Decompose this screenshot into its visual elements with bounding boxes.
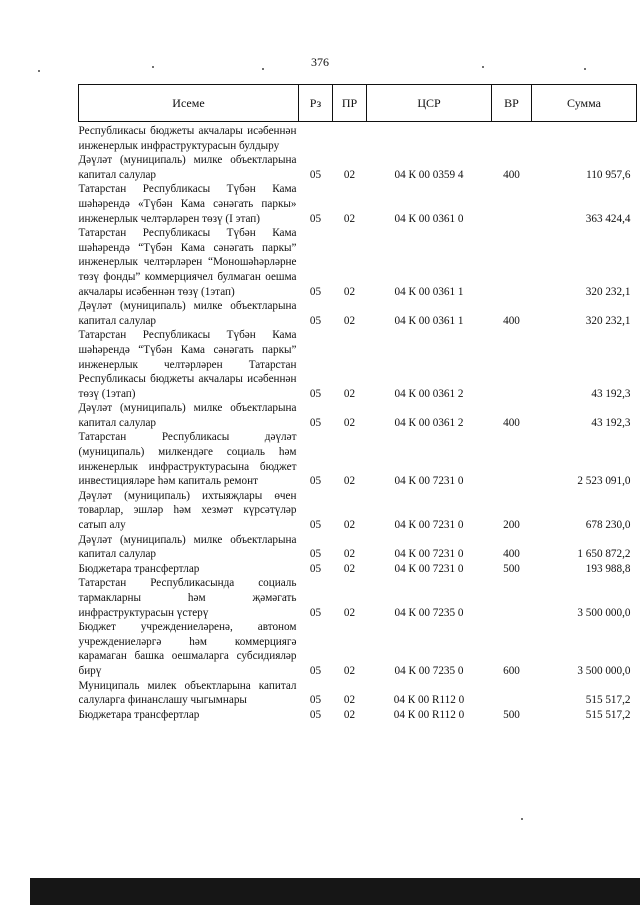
row-pr: 02 bbox=[343, 562, 356, 575]
row-rz: 05 bbox=[309, 694, 322, 707]
row-sum: 3 500 000,0 bbox=[577, 606, 631, 619]
row-csr: 04 К 00 0361 0 bbox=[394, 212, 464, 225]
row-vr bbox=[492, 182, 532, 226]
row-vr: 500 bbox=[503, 708, 520, 721]
row-csr: 04 К 00 7231 0 bbox=[394, 519, 464, 532]
table-row bbox=[79, 153, 637, 182]
scan-speck bbox=[38, 70, 40, 72]
row-pr: 02 bbox=[343, 606, 356, 619]
row-pr: 02 bbox=[343, 475, 356, 488]
row-rz: 05 bbox=[309, 416, 322, 429]
row-name: Республикасы бюджеты акчалары исәбеннән инженерлык инфраструктурасын булдыру bbox=[78, 125, 297, 152]
table-row bbox=[79, 226, 637, 299]
row-name: Дәүләт (муниципаль) милке объектларына капитал салулар bbox=[78, 300, 297, 327]
row-rz: 05 bbox=[309, 314, 322, 327]
row-rz: 05 bbox=[309, 168, 322, 181]
table-row bbox=[79, 299, 637, 328]
row-sum: 2 523 091,0 bbox=[577, 475, 631, 488]
row-vr bbox=[492, 679, 532, 708]
row-rz: 05 bbox=[309, 606, 322, 619]
row-pr: 02 bbox=[343, 416, 356, 429]
column-header-pr: ПР bbox=[333, 85, 367, 122]
table-row bbox=[79, 576, 637, 620]
row-sum: 363 424,4 bbox=[585, 212, 631, 225]
row-pr: 02 bbox=[343, 387, 356, 400]
page-number: 376 bbox=[311, 55, 329, 69]
column-header-name: Исеме bbox=[79, 85, 299, 122]
row-pr: 02 bbox=[343, 708, 356, 721]
row-vr: 500 bbox=[503, 562, 520, 575]
column-header-rz: Рз bbox=[299, 85, 333, 122]
row-csr: 04 К 00 0361 1 bbox=[394, 285, 464, 298]
scan-speck bbox=[262, 68, 264, 70]
row-rz: 05 bbox=[309, 212, 322, 225]
row-sum: 678 230,0 bbox=[585, 519, 631, 532]
row-rz: 05 bbox=[309, 548, 322, 561]
row-sum: 3 500 000,0 bbox=[577, 664, 631, 677]
row-vr bbox=[492, 122, 532, 154]
row-sum: 320 232,1 bbox=[585, 285, 631, 298]
row-pr: 02 bbox=[343, 285, 356, 298]
column-header-vr: ВР bbox=[492, 85, 532, 122]
row-vr bbox=[492, 328, 532, 401]
row-sum: 515 517,2 bbox=[585, 694, 631, 707]
table-header-row bbox=[79, 85, 637, 122]
table-row bbox=[79, 122, 637, 154]
row-pr bbox=[333, 122, 367, 154]
row-sum: 1 650 872,2 bbox=[577, 548, 631, 561]
table-row bbox=[79, 679, 637, 708]
row-rz: 05 bbox=[309, 475, 322, 488]
row-name: Татарстан Республикасы Түбән Кама шәһәрендә “Түбән Кама сәнәгать паркы” инженерлык челтәрләрен Татарстан Республикасы бюджеты акчалары исәбеннән төзү (1этап) bbox=[78, 329, 297, 400]
row-vr: 400 bbox=[503, 416, 520, 429]
scan-speck bbox=[521, 818, 523, 820]
row-rz: 05 bbox=[309, 562, 322, 575]
row-name: Дәүләт (муниципаль) ихтыяҗлары өчен товарлар, эшләр һәм хезмәт күрсәтүләр сатып алу bbox=[78, 489, 297, 532]
row-name: Бюджет учреждениеләренә, автоном учреждениеләргә һәм коммерциягә карамаган башка оешмаларга субсидияләр бирү bbox=[78, 621, 297, 677]
row-rz: 05 bbox=[309, 285, 322, 298]
scan-speck bbox=[152, 66, 154, 68]
row-pr: 02 bbox=[343, 314, 356, 327]
row-csr: 04 К 00 7231 0 bbox=[394, 548, 464, 561]
row-name: Бюджетара трансфертлар bbox=[78, 708, 200, 721]
row-rz: 05 bbox=[309, 708, 322, 721]
row-csr: 04 К 00 7235 0 bbox=[394, 606, 464, 619]
scan-speck bbox=[482, 66, 484, 68]
row-name: Татарстан Республикасы дәүләт (муниципаль) милкендәге социаль һәм инженерлык инфраструктурасына бюджет инвестицияләре һәм капиталь ремонт bbox=[78, 431, 297, 488]
row-name: Татарстан Республикасы Түбән Кама шәһәрендә “Түбән Кама сәнәгать паркы” инженерлык челтәрләрен “Моношәһәрләрне төзү фонды” коммерциячел булмаган оешма акчалары исәбеннән төзү (1этап) bbox=[78, 227, 297, 298]
row-csr: 04 К 00 0361 2 bbox=[394, 387, 464, 400]
row-vr: 400 bbox=[503, 168, 520, 181]
table-row bbox=[79, 430, 637, 488]
row-csr bbox=[367, 122, 492, 154]
row-sum: 193 988,8 bbox=[585, 562, 631, 575]
table-row bbox=[79, 182, 637, 226]
row-rz: 05 bbox=[309, 664, 322, 677]
row-vr bbox=[492, 576, 532, 620]
row-vr: 400 bbox=[503, 548, 520, 561]
row-sum: 43 192,3 bbox=[591, 387, 631, 400]
scan-speck bbox=[584, 68, 586, 70]
scan-edge-band bbox=[30, 878, 640, 905]
row-vr: 600 bbox=[503, 664, 520, 677]
row-csr: 04 К 00 7231 0 bbox=[394, 562, 464, 575]
row-sum: 43 192,3 bbox=[591, 416, 631, 429]
row-name: Муниципаль милек объектларына капитал салуларга финанслашу чыгымнары bbox=[78, 679, 297, 707]
row-csr: 04 К 00 0359 4 bbox=[394, 168, 464, 181]
row-rz: 05 bbox=[309, 387, 322, 400]
row-pr: 02 bbox=[343, 664, 356, 677]
row-name: Татарстан Республикасында социаль тармакларны һәм җәмәгать инфраструктурасын үстерү bbox=[78, 577, 297, 619]
row-name: Дәүләт (муниципаль) милке объектларына капитал салулар bbox=[78, 533, 297, 561]
column-header-csr: ЦСР bbox=[367, 85, 492, 122]
row-name: Дәүләт (муниципаль) милке объектларына капитал салулар bbox=[78, 402, 297, 429]
table-row bbox=[79, 562, 637, 577]
table-row bbox=[79, 489, 637, 533]
row-name: Дәүләт (муниципаль) милке объектларына капитал салулар bbox=[78, 154, 297, 181]
table-row bbox=[79, 328, 637, 401]
row-pr: 02 bbox=[343, 694, 356, 707]
table-row bbox=[79, 533, 637, 562]
row-csr: 04 К 00 0361 1 bbox=[394, 314, 464, 327]
row-sum: 110 957,6 bbox=[586, 168, 631, 181]
column-header-sum: Сумма bbox=[532, 85, 637, 122]
row-csr: 04 К 00 7231 0 bbox=[394, 475, 464, 488]
row-pr: 02 bbox=[343, 548, 356, 561]
budget-table bbox=[78, 84, 637, 722]
row-csr: 04 К 00 R112 0 bbox=[393, 694, 465, 707]
row-name: Бюджетара трансфертлар bbox=[78, 562, 200, 575]
row-vr: 400 bbox=[503, 314, 520, 327]
row-sum bbox=[532, 122, 637, 154]
row-name: Татарстан Республикасы Түбән Кама шәһәрендә «Түбән Кама сәнәгать паркы» инженерлык челтәрләрен төзү (I этап) bbox=[78, 183, 297, 225]
row-vr bbox=[492, 226, 532, 299]
row-pr: 02 bbox=[343, 168, 356, 181]
row-vr: 200 bbox=[503, 519, 520, 532]
row-csr: 04 К 00 0361 2 bbox=[394, 416, 464, 429]
row-csr: 04 К 00 7235 0 bbox=[394, 664, 464, 677]
row-pr: 02 bbox=[343, 519, 356, 532]
row-vr bbox=[492, 430, 532, 488]
row-rz bbox=[299, 122, 333, 154]
row-csr: 04 К 00 R112 0 bbox=[393, 708, 465, 721]
row-rz: 05 bbox=[309, 519, 322, 532]
table-row bbox=[79, 620, 637, 678]
row-pr: 02 bbox=[343, 212, 356, 225]
row-sum: 320 232,1 bbox=[585, 314, 631, 327]
table-row bbox=[79, 401, 637, 430]
table-row bbox=[79, 708, 637, 723]
row-sum: 515 517,2 bbox=[585, 708, 631, 721]
